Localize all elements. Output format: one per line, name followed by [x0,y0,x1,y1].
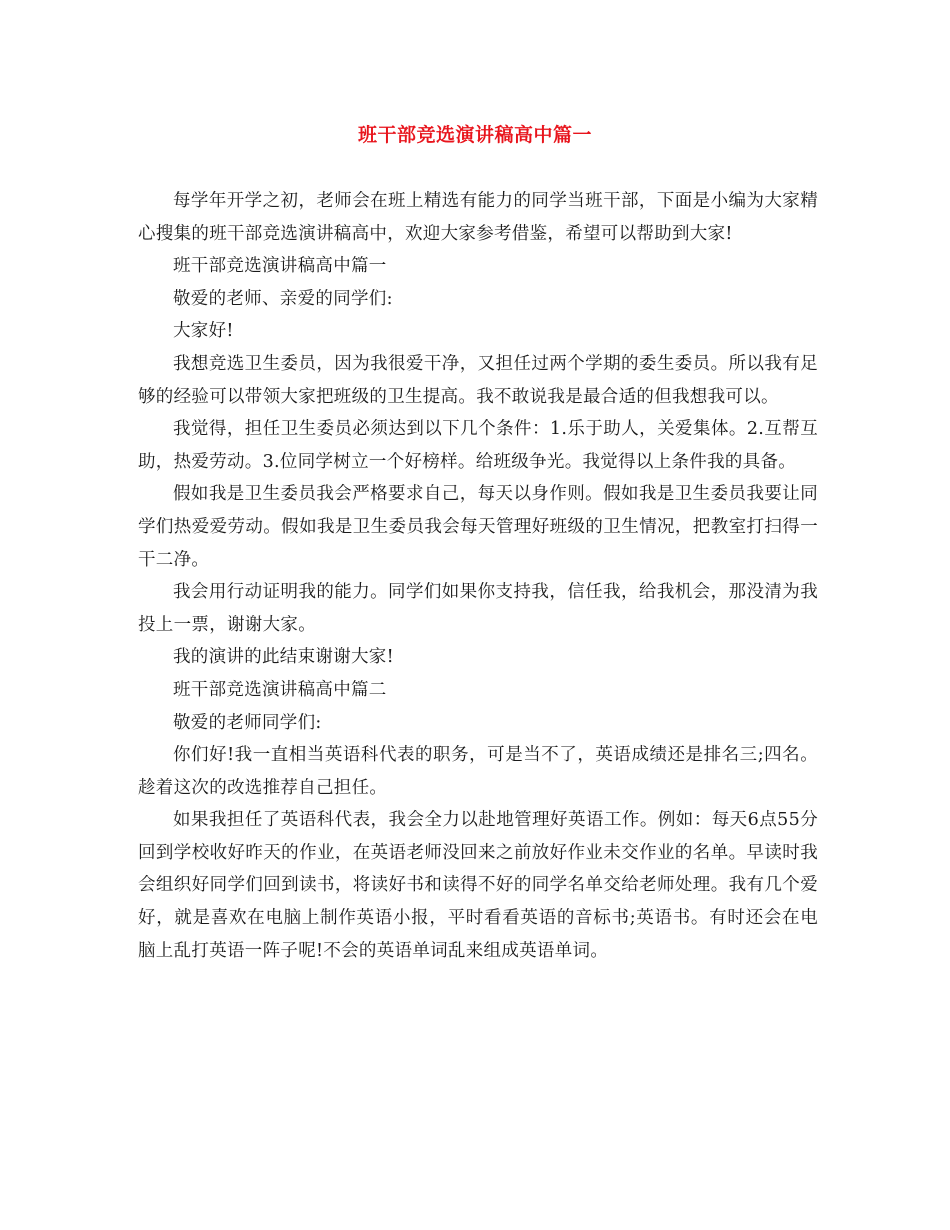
paragraph-body: 如果我担任了英语科代表，我会全力以赴地管理好英语工作。例如：每天6点55分回到学校收好昨天的作业，在英语老师没回来之前放好作业未交作业的名单。早读时我会组织好同学们回到读书，将读好书和读得不好的同学名单交给老师处理。我有几个爱好，就是喜欢在电脑上制作英语小报，平时看看英语的音标书;英语书。有时还会在电脑上乱打英语一阵子呢!不会的英语单词乱来组成英语单词。 [138,810,818,961]
paragraph-body: 我想竞选卫生委员，因为我很爱干净，又担任过两个学期的委生委员。所以我有足够的经验可以带领大家把班级的卫生提高。我不敢说我是最合适的但我想我可以。 [138,353,818,407]
paragraph-body: 我会用行动证明我的能力。同学们如果你支持我，信任我，给我机会，那没清为我投上一票，谢谢大家。 [138,582,818,635]
paragraph-greeting: 大家好! [173,321,234,342]
document-title: 班干部竞选演讲稿高中篇一 [357,124,592,146]
paragraph-salutation-1: 敬爱的老师、亲爱的同学们: [173,288,393,309]
paragraph-body: 假如我是卫生委员我会严格要求自己，每天以身作则。假如我是卫生委员我要让同学们热爱爱劳动。假如我是卫生委员我会每天管理好班级的卫生情况，把教室打扫得一干二净。 [138,484,818,570]
paragraph-intro: 每学年开学之初，老师会在班上精选有能力的同学当班干部，下面是小编为大家精心搜集的班干部竞选演讲稿高中，欢迎大家参考借鉴，希望可以帮助到大家! [138,191,818,244]
paragraph-salutation-2: 敬爱的老师同学们: [173,712,322,733]
paragraph-body: 我觉得，担任卫生委员必须达到以下几个条件：1.乐于助人，关爱集体。2.互帮互助，热爱劳动。3.位同学树立一个好榜样。给班级争光。我觉得以上条件我的具备。 [138,419,818,472]
document-body [138,185,818,967]
paragraph-section-heading-2: 班干部竞选演讲稿高中篇二 [173,679,387,700]
paragraph-section-heading-1: 班干部竞选演讲稿高中篇一 [173,256,387,277]
paragraph-closing: 我的演讲的此结束谢谢大家! [173,647,394,668]
paragraph-body: 你们好!我一直相当英语科代表的职务，可是当不了，英语成绩还是排名三;四名。趁着这次的改选推荐自己担任。 [138,745,818,798]
